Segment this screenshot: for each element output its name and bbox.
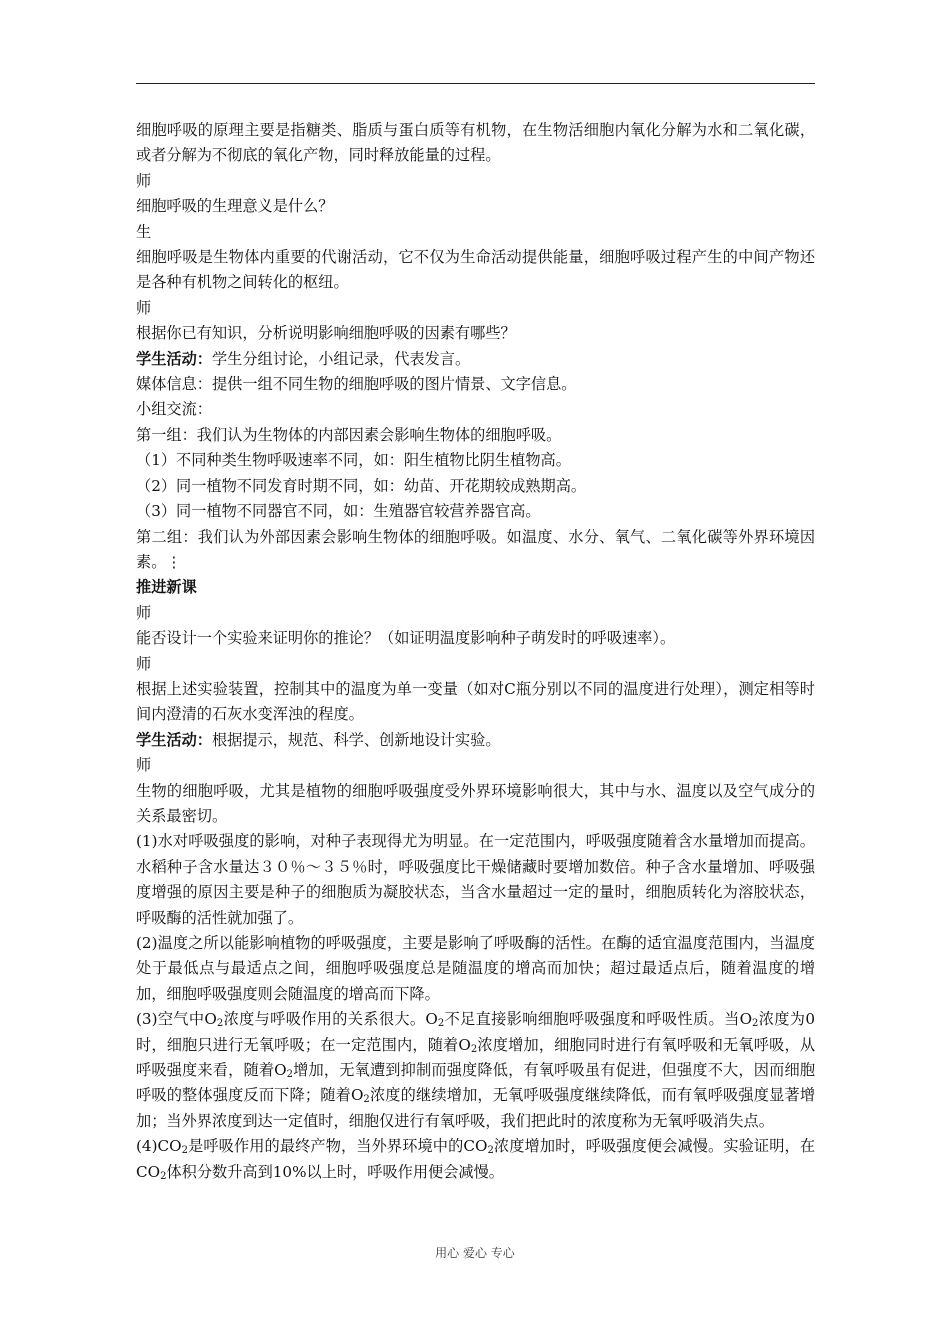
- page-footer: 用心 爱心 专心: [435, 1246, 515, 1260]
- paragraph: 第二组：我们认为外部因素会影响生物体的细胞呼吸。如温度、水分、氧气、二氧化碳等外界环境因素。⋮: [136, 527, 815, 571]
- paragraph: 能否设计一个实验来证明你的推论？（如证明温度影响种子萌发时的呼吸速率）。: [136, 629, 676, 648]
- paragraph: 第一组：我们认为生物体的内部因素会影响生物体的细胞呼吸。: [136, 425, 562, 444]
- paragraph: 细胞呼吸的原理主要是指糖类、脂质与蛋白质等有机物，在生物活细胞内氧化分解为水和二氧化碳，或者分解为不彻底的氧化产物，同时释放能量的过程。: [136, 121, 815, 165]
- paragraph: 细胞呼吸的生理意义是什么？: [136, 197, 334, 216]
- list-item: （2）同一植物不同发育时期不同，如：幼苗、开花期较成熟期高。: [136, 476, 587, 495]
- paragraph: 细胞呼吸是生物体内重要的代谢活动，它不仅为生命活动提供能量，细胞呼吸过程产生的中间产物还是各种有机物之间转化的枢纽。: [136, 248, 815, 292]
- student-activity: [136, 728, 815, 753]
- paragraph: 根据上述实验装置，控制其中的温度为单一变量（如对C瓶分别以不同的温度进行处理），测定相等时间内澄清的石灰水变浑浊的程度。: [136, 679, 815, 724]
- paragraph: 根据你已有知识，分析说明影响细胞呼吸的因素有哪些？: [136, 324, 516, 343]
- header-rule: [136, 83, 815, 84]
- document-body: [136, 118, 815, 1185]
- section-heading: 推进新课: [136, 578, 197, 597]
- list-item: （3）同一植物不同器官不同，如：生殖器官较营养器官高。: [136, 502, 541, 521]
- paragraph: (2)温度之所以能影响植物的呼吸强度，主要是影响了呼吸酶的活性。在酶的适宜温度范围内，当温度处于最低点与最适点之间，细胞呼吸强度总是随温度的增高而加快；超过最适点后，随着温度的增加，细胞呼吸强度则会随温度的增高而下降。: [136, 934, 815, 1003]
- paragraph: 生物的细胞呼吸，尤其是植物的细胞呼吸强度受外界环境影响很大，其中与水、温度以及空气成分的关系最密切。: [136, 781, 815, 825]
- activity-label: 学生活动：: [136, 349, 212, 368]
- student-activity: [136, 347, 815, 372]
- speaker-label: 生: [136, 222, 152, 241]
- speaker-label: 师: [136, 298, 152, 317]
- paragraph: 媒体信息：提供一组不同生物的细胞呼吸的图片情景、文字信息。: [136, 375, 577, 394]
- o2-paragraph: (3)空气中$O_2$浓度与呼吸作用的关系很大。$O_2$不足直接影响细胞呼吸强度和呼吸性质。当$O_2$浓度为0时，细胞只进行无氧呼吸；在一定范围内，随着$O_2$浓度增加，细胞同时进行有氧呼吸和无氧呼吸，从呼吸强度来看，随着$O_2$增加，无氧遭到抑制而强度降低，有氧呼吸虽有促进，但强度不大，因而细胞呼吸的整体强度反而下降；随着$O_2$浓度的继续增加，无氧呼吸强度继续降低，而有氧呼吸强度显著增加；当外界浓度到达一定值时，细胞仅进行有氧呼吸，我们把此时的浓度称为无氧呼吸消失点。: [136, 1010, 816, 1130]
- co2-paragraph: $(4)CO_2$是呼吸作用的最终产物，当外界环境中的$CO_2$浓度增加时，呼吸强度便会减慢。实验证明，在$CO_2$体积分数升高到10%以上时，呼吸作用便会减慢。: [136, 1137, 816, 1182]
- speaker-label: 师: [136, 756, 152, 775]
- speaker-label: 师: [136, 654, 152, 673]
- activity-text: 学生分组讨论，小组记录，代表发言。: [211, 349, 471, 368]
- paragraph: 小组交流：: [136, 400, 212, 419]
- activity-label: 学生活动：: [136, 730, 212, 749]
- activity-text: 根据提示，规范、科学、创新地设计实验。: [211, 730, 501, 749]
- list-item: （1）不同种类生物呼吸速率不同，如：阳生植物比阴生植物高。: [136, 451, 571, 470]
- speaker-label: 师: [136, 171, 152, 190]
- speaker-label: 师: [136, 603, 152, 622]
- paragraph: (1)水对呼吸强度的影响，对种子表现得尤为明显。在一定范围内，呼吸强度随着含水量增加而提高。水稻种子含水量达３０％～３５％时，呼吸强度比干燥储藏时要增加数倍。种子含水量增加、呼吸强度增强的原因主要是种子的细胞质为凝胶状态，当含水量超过一定的量时，细胞质转化为溶胶状态，呼吸酶的活性就加强了。: [136, 832, 815, 927]
